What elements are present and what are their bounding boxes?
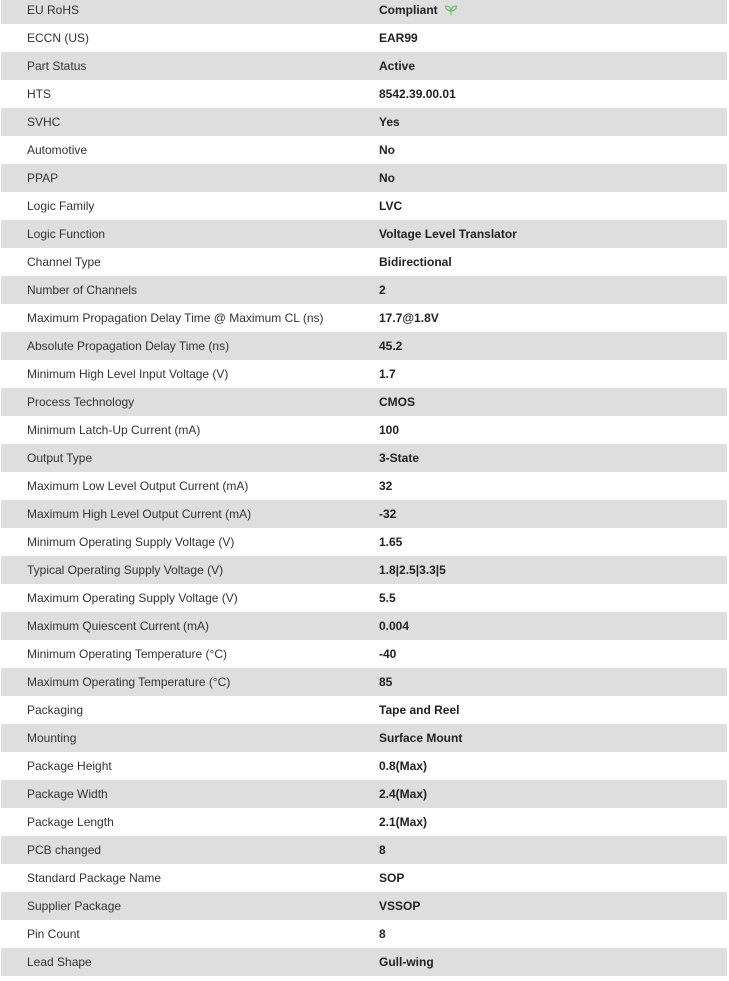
spec-label: Logic Family	[27, 199, 95, 213]
spec-value-text: Bidirectional	[379, 255, 452, 269]
spec-row	[1, 0, 727, 24]
spec-value	[379, 927, 386, 941]
spec-value-text: 1.8|2.5|3.3|5	[379, 563, 446, 577]
spec-label: Output Type	[27, 451, 93, 465]
spec-row	[1, 444, 727, 472]
spec-value-text: 1.7	[379, 367, 396, 381]
spec-row	[1, 808, 727, 836]
spec-value-text: 2.4(Max)	[379, 787, 428, 801]
spec-label: Channel Type	[27, 255, 101, 269]
spec-value-text: 5.5	[379, 591, 396, 605]
spec-label: Automotive	[27, 143, 88, 157]
spec-value-text: 32	[379, 479, 393, 493]
spec-label: Package Width	[27, 787, 108, 801]
spec-value	[379, 171, 395, 185]
spec-label: Maximum High Level Output Current (mA)	[27, 507, 252, 521]
spec-value-text: Active	[379, 59, 416, 73]
spec-label: Pin Count	[27, 927, 80, 941]
spec-label: Absolute Propagation Delay Time (ns)	[27, 339, 230, 353]
spec-value	[379, 619, 409, 633]
spec-value	[379, 507, 396, 521]
spec-value	[379, 3, 458, 17]
spec-label: Maximum Operating Temperature (°C)	[27, 675, 231, 689]
spec-value	[379, 815, 427, 829]
spec-row	[1, 556, 727, 584]
spec-value-text: 0.8(Max)	[379, 759, 428, 773]
spec-value	[379, 87, 456, 101]
spec-row	[1, 416, 727, 444]
spec-value	[379, 31, 418, 45]
spec-label: Part Status	[27, 59, 87, 73]
spec-label: Mounting	[27, 731, 77, 745]
spec-row	[1, 248, 727, 276]
spec-row	[1, 80, 727, 108]
spec-value-text: No	[379, 171, 395, 185]
spec-value	[379, 255, 452, 269]
spec-value	[379, 199, 402, 213]
spec-value-text: CMOS	[379, 395, 415, 409]
spec-row	[1, 136, 727, 164]
spec-label: Number of Channels	[27, 283, 138, 297]
spec-value-text: No	[379, 143, 395, 157]
spec-label: PCB changed	[27, 843, 102, 857]
spec-value-text: 2.1(Max)	[379, 815, 428, 829]
spec-row	[1, 724, 727, 752]
spec-label: Minimum Operating Supply Voltage (V)	[27, 535, 235, 549]
spec-value-text: 2	[379, 283, 386, 297]
spec-row	[1, 892, 727, 920]
spec-value-text: 8	[379, 843, 386, 857]
spec-row	[1, 164, 727, 192]
spec-value-text: EAR99	[379, 31, 418, 45]
spec-label: Minimum Latch-Up Current (mA)	[27, 423, 201, 437]
spec-row	[1, 24, 727, 52]
spec-value-text: Tape and Reel	[379, 703, 460, 717]
spec-value-text: SOP	[379, 871, 405, 885]
spec-row	[1, 192, 727, 220]
spec-value-text: 100	[379, 423, 400, 437]
spec-value	[379, 731, 462, 745]
spec-value-text: LVC	[379, 199, 403, 213]
spec-row	[1, 528, 727, 556]
spec-value-text: 3-State	[379, 451, 420, 465]
spec-value	[379, 703, 459, 717]
spec-value-text: 85	[379, 675, 393, 689]
spec-value-text: Yes	[379, 115, 400, 129]
spec-row	[1, 304, 727, 332]
spec-label: Package Length	[27, 815, 114, 829]
spec-value	[379, 115, 400, 129]
specifications-table	[1, 0, 727, 976]
spec-value	[379, 787, 427, 801]
spec-value-text: Surface Mount	[379, 731, 463, 745]
spec-row	[1, 276, 727, 304]
spec-value	[379, 143, 395, 157]
spec-label: Maximum Propagation Delay Time @ Maximum CL (ns)	[27, 311, 324, 325]
spec-value	[379, 395, 415, 409]
spec-value	[379, 59, 415, 73]
spec-value	[379, 591, 396, 605]
spec-value	[379, 843, 386, 857]
spec-label: ECCN (US)	[27, 31, 89, 45]
spec-value	[379, 871, 404, 885]
spec-label: EU RoHS	[27, 3, 80, 17]
spec-row	[1, 220, 727, 248]
spec-value	[379, 227, 517, 241]
spec-value	[379, 423, 399, 437]
spec-label: Package Height	[27, 759, 112, 773]
spec-value	[379, 647, 396, 661]
spec-row	[1, 836, 727, 864]
spec-value-text: 8542.39.00.01	[379, 87, 456, 101]
spec-value	[379, 451, 419, 465]
spec-label: Maximum Low Level Output Current (mA)	[27, 479, 249, 493]
spec-row	[1, 472, 727, 500]
spec-label: Process Technology	[27, 395, 135, 409]
spec-label: Packaging	[27, 703, 84, 717]
spec-row	[1, 108, 727, 136]
spec-row	[1, 668, 727, 696]
spec-value-text: VSSOP	[379, 899, 421, 913]
spec-row	[1, 920, 727, 948]
spec-label: Standard Package Name	[27, 871, 162, 885]
spec-label: Maximum Quiescent Current (mA)	[27, 619, 210, 633]
spec-value-text: 1.65	[379, 535, 403, 549]
spec-value	[379, 759, 427, 773]
spec-row	[1, 360, 727, 388]
spec-row	[1, 780, 727, 808]
spec-value	[379, 899, 420, 913]
spec-label: PPAP	[27, 171, 59, 185]
spec-value-text: Gull-wing	[379, 955, 434, 969]
spec-row	[1, 696, 727, 724]
spec-label: Typical Operating Supply Voltage (V)	[27, 563, 224, 577]
spec-label: Minimum Operating Temperature (°C)	[27, 647, 227, 661]
spec-value-text: 8	[379, 927, 386, 941]
spec-row	[1, 388, 727, 416]
spec-row	[1, 500, 727, 528]
spec-label: Logic Function	[27, 227, 106, 241]
spec-row	[1, 864, 727, 892]
spec-value-text: -32	[379, 507, 397, 521]
spec-value	[379, 311, 439, 325]
spec-value	[379, 339, 402, 353]
spec-value-text: Compliant	[379, 3, 438, 17]
spec-value-text: -40	[379, 647, 397, 661]
spec-value	[379, 283, 386, 297]
spec-value-text: 17.7@1.8V	[379, 311, 439, 325]
spec-row	[1, 948, 727, 976]
spec-value	[379, 367, 396, 381]
spec-value-text: 45.2	[379, 339, 403, 353]
spec-row	[1, 584, 727, 612]
spec-label: Lead Shape	[27, 955, 92, 969]
spec-value	[379, 955, 434, 969]
spec-row	[1, 640, 727, 668]
leaf-icon	[444, 5, 458, 16]
spec-label: HTS	[27, 87, 51, 101]
spec-value-text: 0.004	[379, 619, 410, 633]
spec-value	[379, 535, 402, 549]
spec-value	[379, 479, 392, 493]
spec-row	[1, 752, 727, 780]
spec-value-text: Voltage Level Translator	[379, 227, 517, 241]
spec-value	[379, 563, 446, 577]
spec-label: Maximum Operating Supply Voltage (V)	[27, 591, 238, 605]
spec-row	[1, 52, 727, 80]
spec-label: Supplier Package	[27, 899, 122, 913]
spec-row	[1, 612, 727, 640]
spec-row	[1, 332, 727, 360]
spec-label: Minimum High Level Input Voltage (V)	[27, 367, 229, 381]
spec-label: SVHC	[27, 115, 61, 129]
spec-value	[379, 675, 392, 689]
